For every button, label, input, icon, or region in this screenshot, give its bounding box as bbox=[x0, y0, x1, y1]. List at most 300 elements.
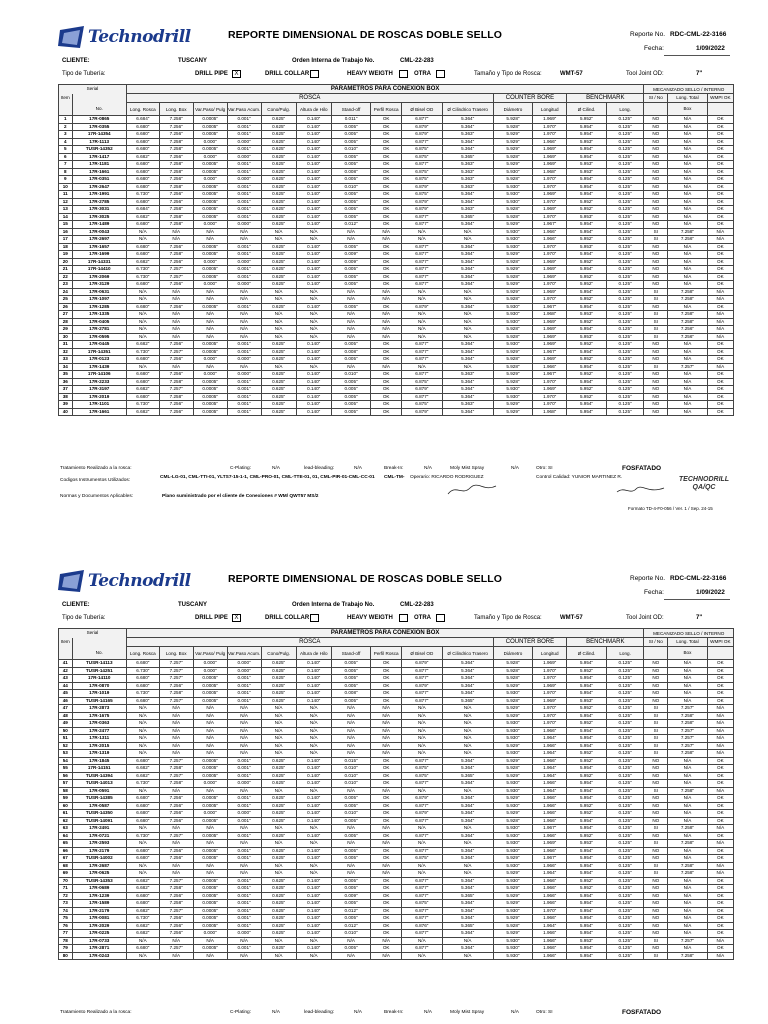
table-cell: 5.928" bbox=[493, 333, 533, 341]
table-cell: 0.125" bbox=[606, 832, 644, 840]
table-cell: SI bbox=[644, 735, 668, 743]
col-header-4: Cono/Pulg. bbox=[261, 647, 296, 660]
table-cell: N/A bbox=[668, 303, 708, 311]
table-cell: 0.125" bbox=[606, 780, 644, 788]
table-row bbox=[59, 296, 734, 304]
table-cell: 6.680" bbox=[126, 131, 159, 139]
table-cell: 0.125" bbox=[606, 855, 644, 863]
table-cell: 7.257" bbox=[159, 757, 193, 765]
table-cell: OK bbox=[707, 393, 733, 401]
table-cell: OK bbox=[371, 258, 402, 266]
table-cell: 0.005" bbox=[331, 795, 371, 803]
si-no-header: SI / No bbox=[644, 94, 668, 103]
table-cell: N/A bbox=[296, 296, 331, 304]
table-cell: 0.009" bbox=[331, 892, 371, 900]
table-cell: 0.005" bbox=[331, 378, 371, 386]
item-sub-blank bbox=[59, 647, 73, 660]
table-cell: N/A bbox=[668, 915, 708, 923]
table-cell: N/A bbox=[442, 363, 493, 371]
table-cell: 54 bbox=[59, 757, 73, 765]
thread-table bbox=[58, 84, 734, 416]
table-cell: 6.877" bbox=[401, 697, 442, 705]
table-cell: 7.256" bbox=[159, 817, 193, 825]
table-cell: 6 bbox=[59, 153, 73, 161]
table-cell: 0.001" bbox=[227, 675, 261, 683]
table-cell: 6.879" bbox=[401, 810, 442, 818]
table-row bbox=[59, 146, 734, 154]
table-cell: NO bbox=[644, 191, 668, 199]
table-cell: 5.954" bbox=[567, 735, 607, 743]
table-cell: 5.954" bbox=[567, 847, 607, 855]
table-cell: N/A bbox=[707, 787, 733, 795]
table-cell: 5.954" bbox=[567, 303, 607, 311]
table-cell: 17R-2697 bbox=[72, 236, 126, 244]
page-title: REPORTE DIMENSIONAL DE ROSCAS DOBLE SELLO bbox=[228, 29, 503, 41]
table-cell: 6.680" bbox=[126, 675, 159, 683]
table-cell: 0.0005" bbox=[193, 198, 227, 206]
tipo-label: Tipo de Tubería: bbox=[62, 71, 106, 77]
table-cell: N/A bbox=[331, 952, 371, 960]
table-cell: 17R-0625 bbox=[72, 870, 126, 878]
table-row bbox=[59, 378, 734, 386]
table-cell: 0.0005" bbox=[193, 907, 227, 915]
table-cell: 6.877" bbox=[401, 892, 442, 900]
table-cell: N/A bbox=[126, 288, 159, 296]
table-cell: 5.364" bbox=[442, 198, 493, 206]
table-cell: 5.364" bbox=[442, 191, 493, 199]
table-cell: 0.125" bbox=[606, 348, 644, 356]
table-cell: OK bbox=[707, 303, 733, 311]
table-cell: OK bbox=[371, 146, 402, 154]
table-cell: OK bbox=[371, 168, 402, 176]
pipe-type-3-checkbox[interactable] bbox=[436, 614, 445, 622]
table-cell: OK bbox=[371, 690, 402, 698]
table-cell: OK bbox=[707, 765, 733, 773]
table-cell: 5.929" bbox=[493, 146, 533, 154]
table-cell: N/A bbox=[227, 720, 261, 728]
table-cell: 17R-0043 bbox=[72, 228, 126, 236]
table-cell: 0.625" bbox=[261, 176, 296, 184]
table-cell: 0.125" bbox=[606, 138, 644, 146]
table-cell: 0.125" bbox=[606, 183, 644, 191]
pipe-type-1-checkbox[interactable] bbox=[310, 70, 319, 78]
table-cell: 41 bbox=[59, 660, 73, 668]
thread-table bbox=[58, 628, 734, 960]
table-cell: 17R-2873 bbox=[72, 705, 126, 713]
table-cell: 0.625" bbox=[261, 191, 296, 199]
control-value: Control Calidad: YUNIOR MARTINEZ R. bbox=[536, 475, 623, 480]
report-no-label: Reporte No. bbox=[630, 575, 666, 582]
table-cell: 17R-1335 bbox=[72, 311, 126, 319]
table-cell: 46 bbox=[59, 697, 73, 705]
table-cell: 7.258" bbox=[159, 168, 193, 176]
table-cell: 7.256" bbox=[159, 892, 193, 900]
table-cell: 17R-1319 bbox=[72, 750, 126, 758]
table-cell: 0.125" bbox=[606, 386, 644, 394]
table-cell: 7.256" bbox=[159, 930, 193, 938]
serial-header: Serial bbox=[59, 85, 127, 94]
table-cell: N/A bbox=[371, 333, 402, 341]
table-cell: 0.140" bbox=[296, 900, 331, 908]
table-cell: 5.952" bbox=[567, 371, 607, 379]
table-cell: 5.365" bbox=[442, 922, 493, 930]
table-cell: 0.625" bbox=[261, 356, 296, 364]
table-cell: 0.140" bbox=[296, 183, 331, 191]
table-cell: OK bbox=[371, 206, 402, 214]
table-cell: 1.970" bbox=[533, 401, 567, 409]
table-cell: NO bbox=[644, 675, 668, 683]
table-cell: 0.005" bbox=[331, 847, 371, 855]
table-cell: 1.970" bbox=[533, 675, 567, 683]
table-cell: N/A bbox=[296, 363, 331, 371]
table-cell: N/A bbox=[261, 750, 296, 758]
table-cell: N/A bbox=[126, 705, 159, 713]
table-cell: 0.001" bbox=[227, 877, 261, 885]
technodrill-logo bbox=[58, 24, 198, 52]
table-cell: TUSR-14385 bbox=[72, 795, 126, 803]
table-cell: 6.682" bbox=[126, 408, 159, 416]
table-cell: N/A bbox=[401, 952, 442, 960]
table-cell: 7.257" bbox=[668, 742, 708, 750]
table-cell: 7.258" bbox=[159, 378, 193, 386]
table-cell: 6.876" bbox=[401, 922, 442, 930]
table-cell: 6.879" bbox=[401, 682, 442, 690]
table-cell: 0.001" bbox=[227, 123, 261, 131]
table-cell: N/A bbox=[401, 742, 442, 750]
table-cell: OK bbox=[707, 281, 733, 289]
orden-value: CML-22-283 bbox=[400, 602, 434, 608]
col-header-10: Diámetro bbox=[493, 103, 533, 116]
fecha-underline bbox=[664, 599, 730, 600]
col-header-12: Ø Cilind. bbox=[567, 647, 607, 660]
table-cell: 1.969" bbox=[533, 326, 567, 334]
table-cell: 5.952" bbox=[567, 198, 607, 206]
table-cell: 5.954" bbox=[567, 146, 607, 154]
table-cell: 58 bbox=[59, 787, 73, 795]
table-cell: 5.952" bbox=[567, 810, 607, 818]
table-cell: 7.258" bbox=[159, 251, 193, 259]
table-cell: N/A bbox=[331, 705, 371, 713]
table-cell: 5.928" bbox=[493, 363, 533, 371]
table-cell: 0.010" bbox=[331, 371, 371, 379]
item-header: Item bbox=[59, 94, 73, 103]
table-cell: N/A bbox=[126, 787, 159, 795]
table-cell: N/A bbox=[401, 735, 442, 743]
table-cell: 17R-3197 bbox=[72, 386, 126, 394]
table-cell: 5.930" bbox=[493, 907, 533, 915]
table-cell: 17R-2179 bbox=[72, 847, 126, 855]
table-cell: 0.125" bbox=[606, 667, 644, 675]
table-cell: 0.001" bbox=[227, 847, 261, 855]
table-cell: 5.363" bbox=[442, 183, 493, 191]
pipe-type-1-checkbox[interactable] bbox=[310, 614, 319, 622]
table-cell: 0.125" bbox=[606, 378, 644, 386]
table-cell: N/A bbox=[159, 825, 193, 833]
table-cell: N/A bbox=[227, 712, 261, 720]
table-cell: N/A bbox=[331, 870, 371, 878]
table-cell: N/A bbox=[296, 326, 331, 334]
table-cell: N/A bbox=[707, 333, 733, 341]
table-cell: 0.625" bbox=[261, 675, 296, 683]
table-cell: N/A bbox=[227, 735, 261, 743]
cplating-label: C-Plating: bbox=[230, 466, 252, 471]
table-cell: OK bbox=[371, 303, 402, 311]
table-cell: 0.005" bbox=[331, 386, 371, 394]
table-cell: 1 bbox=[59, 116, 73, 124]
table-cell: 0.140" bbox=[296, 206, 331, 214]
table-cell: 5.930" bbox=[493, 168, 533, 176]
table-cell: 0.125" bbox=[606, 787, 644, 795]
table-cell: 0.000" bbox=[227, 810, 261, 818]
no-header: No. bbox=[72, 647, 126, 660]
table-cell: N/A bbox=[707, 862, 733, 870]
parametros-header: PARÁMETROS PARA CONEXIÓN BOX bbox=[126, 629, 643, 638]
wmpi-header: WMPI OK bbox=[707, 638, 733, 647]
table-cell: 5.930" bbox=[493, 840, 533, 848]
table-cell: 1.969" bbox=[533, 318, 567, 326]
table-cell: 17R-1657 bbox=[72, 243, 126, 251]
table-cell: 5.954" bbox=[567, 153, 607, 161]
table-cell: 17R-14331 bbox=[72, 258, 126, 266]
tamano-value: WMT-57 bbox=[560, 615, 583, 621]
table-cell: 6.877" bbox=[401, 780, 442, 788]
table-cell: OK bbox=[371, 892, 402, 900]
table-cell: 6.877" bbox=[401, 348, 442, 356]
table-cell: 1.970" bbox=[533, 198, 567, 206]
table-cell: 0.0005" bbox=[193, 765, 227, 773]
table-cell: 0.001" bbox=[227, 198, 261, 206]
table-cell: 0.000" bbox=[227, 930, 261, 938]
table-cell: OK bbox=[371, 915, 402, 923]
pipe-type-2-checkbox[interactable] bbox=[399, 70, 408, 78]
table-cell: 6.879" bbox=[401, 408, 442, 416]
table-cell: 0.625" bbox=[261, 393, 296, 401]
table-cell: 6.877" bbox=[401, 213, 442, 221]
table-cell: 0.005" bbox=[331, 303, 371, 311]
table-cell: 17R-1113 bbox=[72, 138, 126, 146]
table-cell: 33 bbox=[59, 356, 73, 364]
table-cell: 5.929" bbox=[493, 131, 533, 139]
table-cell: 0.001" bbox=[227, 922, 261, 930]
table-cell: 0.0005" bbox=[193, 251, 227, 259]
table-cell: N/A bbox=[401, 333, 442, 341]
table-cell: 6.877" bbox=[401, 877, 442, 885]
col-header-7: Perfil Rosca bbox=[371, 103, 402, 116]
table-cell: 57 bbox=[59, 780, 73, 788]
table-cell: 70 bbox=[59, 877, 73, 885]
table-cell: N/A bbox=[668, 660, 708, 668]
table-cell: 5.364" bbox=[442, 341, 493, 349]
table-cell: 5.929" bbox=[493, 281, 533, 289]
table-cell: 5.954" bbox=[567, 682, 607, 690]
breakin-value: N/A bbox=[424, 1010, 432, 1015]
table-cell: SI bbox=[644, 742, 668, 750]
pipe-type-0-checkbox[interactable]: X bbox=[232, 614, 241, 622]
table-cell: SI bbox=[644, 937, 668, 945]
table-cell: OK bbox=[707, 847, 733, 855]
table-cell: 7.257" bbox=[159, 697, 193, 705]
table-cell: OK bbox=[371, 772, 402, 780]
table-cell: 1.968" bbox=[533, 408, 567, 416]
table-cell: 0.625" bbox=[261, 266, 296, 274]
table-cell: 67 bbox=[59, 855, 73, 863]
table-cell: 14 bbox=[59, 213, 73, 221]
table-cell: OK bbox=[371, 832, 402, 840]
cliente-label: CLIENTE: bbox=[62, 602, 90, 608]
table-row bbox=[59, 273, 734, 281]
table-row bbox=[59, 221, 734, 229]
table-cell: NO bbox=[644, 213, 668, 221]
table-cell: 0.125" bbox=[606, 915, 644, 923]
table-cell: 5.364" bbox=[442, 885, 493, 893]
cliente-value: TUSCANY bbox=[178, 58, 208, 64]
table-cell: N/A bbox=[442, 288, 493, 296]
table-cell: 0.140" bbox=[296, 378, 331, 386]
table-cell: N/A bbox=[668, 877, 708, 885]
table-cell: 5.954" bbox=[567, 907, 607, 915]
report-footer bbox=[58, 466, 734, 536]
table-cell: 7.257" bbox=[159, 945, 193, 953]
table-cell: 0.140" bbox=[296, 930, 331, 938]
table-cell: 17R-2015 bbox=[72, 742, 126, 750]
table-cell: 1.970" bbox=[533, 176, 567, 184]
table-cell: N/A bbox=[159, 720, 193, 728]
table-cell: N/A bbox=[707, 735, 733, 743]
table-cell: 31 bbox=[59, 341, 73, 349]
table-cell: NO bbox=[644, 907, 668, 915]
table-cell: 5.928" bbox=[493, 660, 533, 668]
table-cell: 1.970" bbox=[533, 907, 567, 915]
table-cell: 24 bbox=[59, 288, 73, 296]
table-cell: 6.680" bbox=[126, 817, 159, 825]
col-header-9: Ø Cilindrico Trasero bbox=[442, 103, 493, 116]
table-cell: 0.000" bbox=[227, 780, 261, 788]
table-cell: TUSR-14013 bbox=[72, 780, 126, 788]
table-cell: N/A bbox=[371, 825, 402, 833]
table-cell: 6.682" bbox=[126, 386, 159, 394]
table-cell: 0.001" bbox=[227, 146, 261, 154]
table-cell: N/A bbox=[668, 146, 708, 154]
table-cell: 5.928" bbox=[493, 206, 533, 214]
table-cell: 0.000" bbox=[193, 176, 227, 184]
table-cell: 0.000" bbox=[193, 356, 227, 364]
table-cell: N/A bbox=[401, 937, 442, 945]
table-cell: 5.928" bbox=[493, 817, 533, 825]
table-cell: N/A bbox=[707, 228, 733, 236]
table-cell: 0.0005" bbox=[193, 386, 227, 394]
table-cell: N/A bbox=[707, 937, 733, 945]
table-cell: 0.140" bbox=[296, 221, 331, 229]
table-cell: 0.625" bbox=[261, 221, 296, 229]
table-cell: 0.140" bbox=[296, 303, 331, 311]
table-cell: 5.930" bbox=[493, 825, 533, 833]
cliente-label: CLIENTE: bbox=[62, 58, 90, 64]
table-cell: N/A bbox=[442, 236, 493, 244]
table-cell: NO bbox=[644, 877, 668, 885]
table-cell: 0.001" bbox=[227, 757, 261, 765]
table-cell: 0.625" bbox=[261, 945, 296, 953]
table-cell: 0.012" bbox=[331, 221, 371, 229]
pipe-type-3-checkbox[interactable] bbox=[436, 70, 445, 78]
table-cell: N/A bbox=[371, 720, 402, 728]
table-cell: N/A bbox=[668, 386, 708, 394]
table-cell: OK bbox=[707, 348, 733, 356]
table-row bbox=[59, 727, 734, 735]
table-cell: 0.000" bbox=[227, 258, 261, 266]
table-cell: 7.257" bbox=[159, 877, 193, 885]
table-cell: 1.970" bbox=[533, 281, 567, 289]
table-cell: 5.952" bbox=[567, 705, 607, 713]
table-cell: N/A bbox=[193, 937, 227, 945]
table-cell: 17R-2069 bbox=[72, 273, 126, 281]
table-cell: 0.008" bbox=[331, 348, 371, 356]
table-cell: N/A bbox=[442, 870, 493, 878]
fecha-label: Fecha: bbox=[644, 45, 664, 52]
table-row bbox=[59, 266, 734, 274]
table-cell: SI bbox=[644, 333, 668, 341]
table-cell: N/A bbox=[668, 408, 708, 416]
table-cell: NO bbox=[644, 371, 668, 379]
table-cell: 6.730" bbox=[126, 191, 159, 199]
table-cell: N/A bbox=[442, 296, 493, 304]
table-cell: N/A bbox=[159, 952, 193, 960]
table-cell: N/A bbox=[668, 176, 708, 184]
table-row bbox=[59, 243, 734, 251]
table-cell: 0.001" bbox=[227, 408, 261, 416]
table-cell: 5.954" bbox=[567, 251, 607, 259]
table-cell: 0.0005" bbox=[193, 191, 227, 199]
pipe-type-2-checkbox[interactable] bbox=[399, 614, 408, 622]
table-cell: N/A bbox=[371, 296, 402, 304]
table-cell: 1.966" bbox=[533, 937, 567, 945]
table-cell: 56 bbox=[59, 772, 73, 780]
pipe-type-0-checkbox[interactable]: X bbox=[232, 70, 241, 78]
table-cell: 5.930" bbox=[493, 847, 533, 855]
table-cell: 7.256" bbox=[159, 153, 193, 161]
table-cell: 0.625" bbox=[261, 795, 296, 803]
table-cell: N/A bbox=[668, 266, 708, 274]
table-cell: 5.952" bbox=[567, 296, 607, 304]
table-cell: 0.001" bbox=[227, 772, 261, 780]
table-cell: OK bbox=[371, 176, 402, 184]
table-cell: 0.125" bbox=[606, 191, 644, 199]
table-cell: 6.680" bbox=[126, 682, 159, 690]
table-cell: 0.140" bbox=[296, 251, 331, 259]
report-no-label: Reporte No. bbox=[630, 31, 666, 38]
table-cell: OK bbox=[371, 393, 402, 401]
table-cell: 27 bbox=[59, 311, 73, 319]
table-cell: 5.953" bbox=[567, 213, 607, 221]
table-cell: N/A bbox=[668, 675, 708, 683]
table-row bbox=[59, 870, 734, 878]
table-cell: N/A bbox=[193, 288, 227, 296]
table-cell: N/A bbox=[668, 393, 708, 401]
table-cell: 7.258" bbox=[159, 393, 193, 401]
table-cell: 0.009" bbox=[331, 258, 371, 266]
table-cell: N/A bbox=[668, 832, 708, 840]
table-cell: 6.680" bbox=[126, 123, 159, 131]
table-cell: 53 bbox=[59, 750, 73, 758]
table-cell: NO bbox=[644, 183, 668, 191]
table-cell: 0.000" bbox=[193, 153, 227, 161]
table-cell: 5.952" bbox=[567, 116, 607, 124]
table-cell: 0.0005" bbox=[193, 266, 227, 274]
pipe-type-2-label: HEAVY WEIGTH bbox=[347, 71, 393, 77]
table-cell: N/A bbox=[371, 735, 402, 743]
table-cell: 5.363" bbox=[442, 371, 493, 379]
rosca-header: ROSCA bbox=[126, 638, 493, 647]
table-cell: 5.954" bbox=[567, 690, 607, 698]
